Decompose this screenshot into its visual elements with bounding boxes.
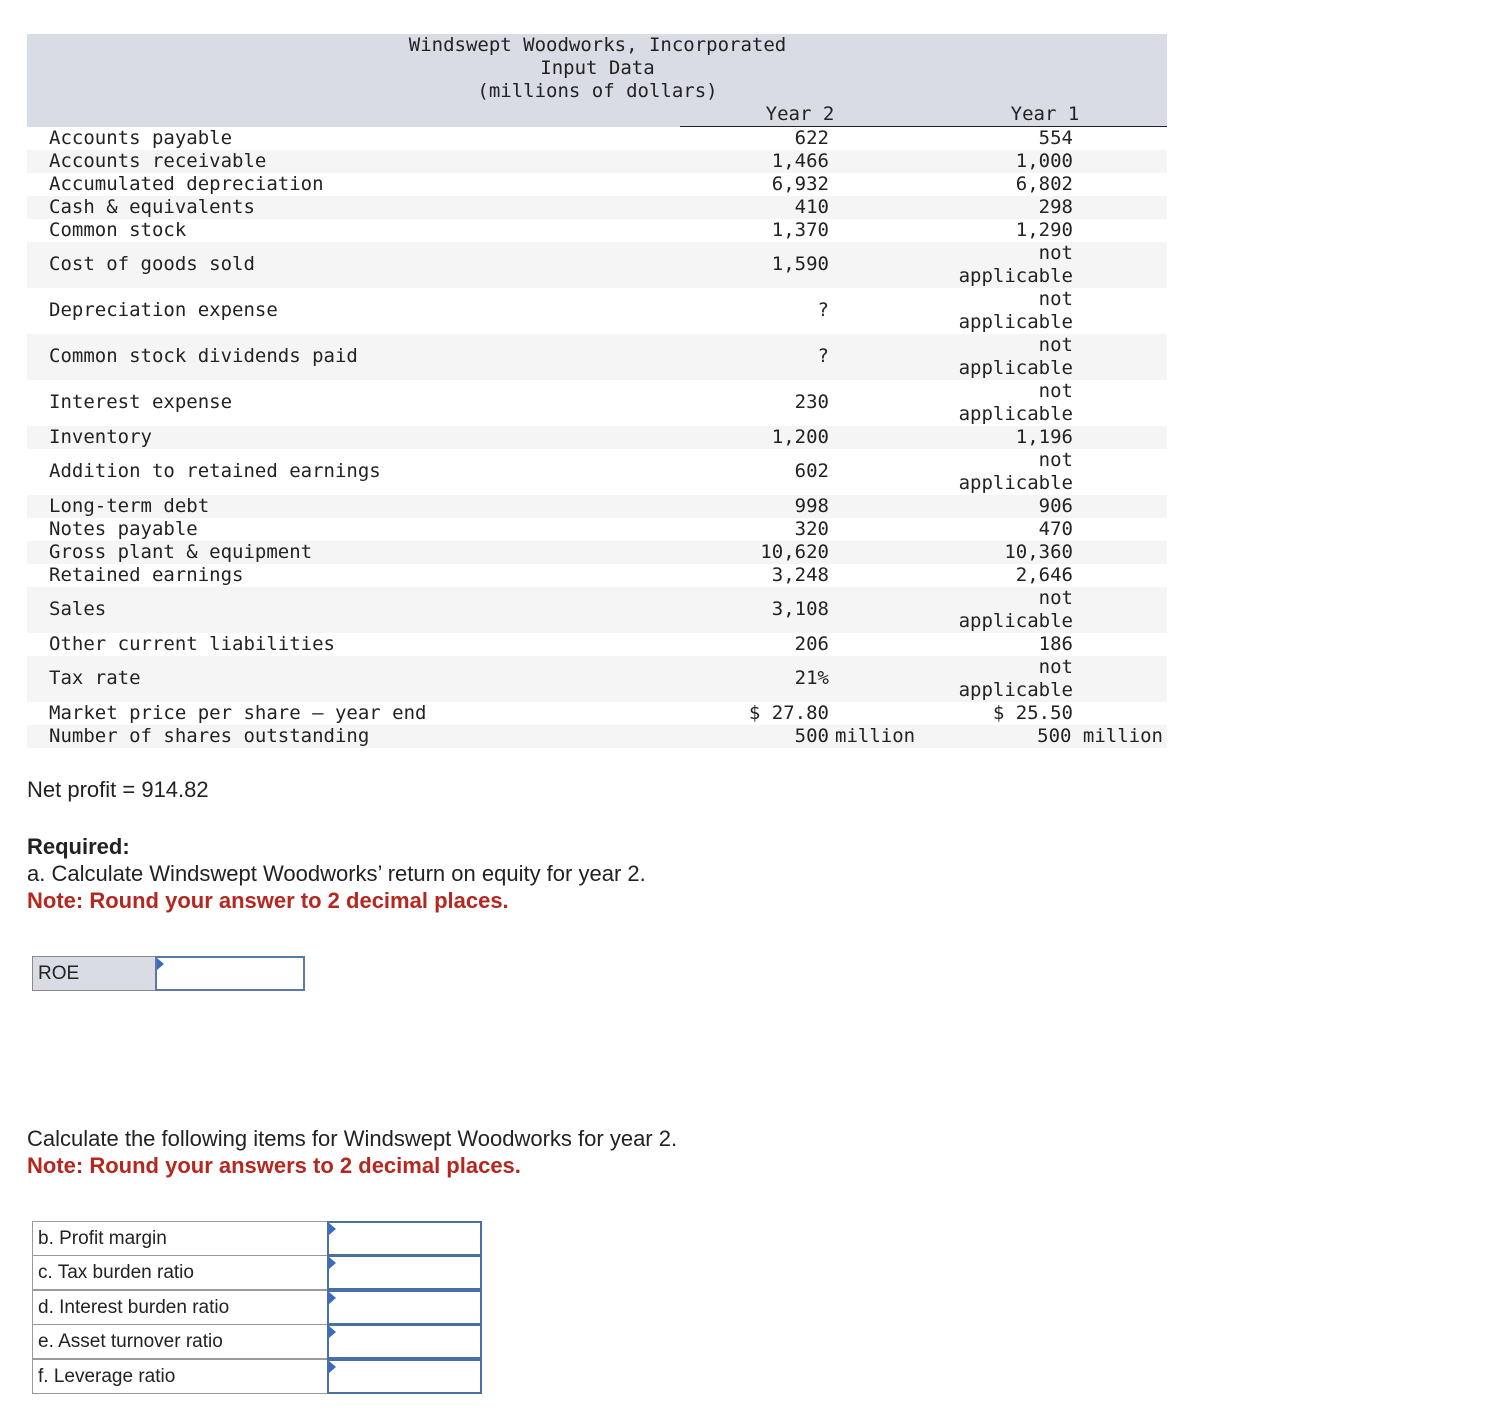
table-row [27, 127, 1167, 150]
year-1-value: 1,000 [1015, 150, 1073, 172]
row-label: Long-term debt [49, 495, 210, 517]
table-row [27, 242, 1167, 288]
table-row [27, 541, 1167, 564]
required-heading: Required: [27, 834, 130, 859]
year-2-value: 1,466 [771, 150, 829, 172]
asset-turnover-label: e. Asset turnover ratio [32, 1324, 328, 1359]
row-label: Sales [49, 598, 107, 620]
year-2-value: 500 [794, 725, 829, 747]
year-1-value: not applicable [958, 656, 1073, 701]
table-row [27, 633, 1167, 656]
row-label: Cost of goods sold [49, 253, 255, 275]
row-label: Tax rate [49, 667, 141, 689]
row-label: Depreciation expense [49, 299, 278, 321]
table-row [27, 564, 1167, 587]
year-2-value: 206 [794, 633, 829, 655]
question-a: a. Calculate Windswept Woodworks’ return on equity for year 2. [27, 861, 646, 886]
table-row [27, 334, 1167, 380]
year-2-value: 622 [794, 127, 829, 149]
column-header-year-2: Year 2 [765, 103, 835, 125]
year-2-value: 410 [794, 196, 829, 218]
interest-burden-input[interactable] [329, 1292, 480, 1323]
leverage-ratio-label: f. Leverage ratio [32, 1359, 328, 1394]
profit-margin-cell[interactable] [327, 1221, 482, 1256]
year-2-value: 320 [794, 518, 829, 540]
row-label: Addition to retained earnings [49, 460, 381, 482]
row-label: Retained earnings [49, 564, 244, 586]
year-1-value: not applicable [958, 242, 1073, 287]
year-1-value: 6,802 [1015, 173, 1073, 195]
row-label: Notes payable [49, 518, 198, 540]
tax-burden-cell[interactable] [327, 1255, 482, 1290]
profit-margin-label: b. Profit margin [32, 1221, 328, 1256]
year-2-value: 602 [794, 460, 829, 482]
year-2-value: 1,200 [771, 426, 829, 448]
table-row [27, 725, 1167, 748]
leverage-ratio-input[interactable] [329, 1361, 480, 1392]
year-1-value: 470 [1038, 518, 1073, 540]
row-label: Market price per share – year end [49, 702, 427, 724]
table-row [27, 150, 1167, 173]
table-row [27, 656, 1167, 702]
column-header-year-1: Year 1 [1010, 103, 1080, 125]
year-2-value: 1,370 [771, 219, 829, 241]
table-units: (millions of dollars) [477, 80, 718, 102]
row-label: Other current liabilities [49, 633, 335, 655]
table-row [27, 702, 1167, 725]
roe-label: ROE [32, 956, 156, 991]
table-row [27, 380, 1167, 426]
year-1-value: not applicable [958, 449, 1073, 494]
cell-marker-icon [329, 1361, 336, 1373]
year-1-value: 1,196 [1015, 426, 1073, 448]
part-b-note: Note: Round your answers to 2 decimal places. [27, 1153, 521, 1178]
row-label: Common stock [49, 219, 187, 241]
year-1-value: not applicable [958, 587, 1073, 632]
cell-marker-icon [329, 1326, 336, 1338]
row-label: Interest expense [49, 391, 233, 413]
year-2-unit: million [835, 725, 916, 747]
cell-marker-icon [329, 1223, 336, 1235]
year-2-value: 6,932 [771, 173, 829, 195]
table-row [27, 219, 1167, 242]
year-2-value: 1,590 [771, 253, 829, 275]
input-data-table [27, 127, 1167, 748]
year-1-value: 906 [1038, 495, 1073, 517]
table-title [300, 34, 895, 103]
row-label: Accounts payable [49, 127, 233, 149]
year-2-value: ? [817, 299, 829, 321]
year-2-value: 21% [794, 667, 829, 689]
year-1-value: not applicable [958, 380, 1073, 425]
year-1-value: 10,360 [1004, 541, 1073, 563]
table-row [27, 495, 1167, 518]
note-a: Note: Round your answer to 2 decimal places. [27, 888, 509, 913]
table-row [27, 173, 1167, 196]
row-label: Cash & equivalents [49, 196, 255, 218]
year-2-value: $ 27.80 [748, 702, 829, 724]
table-row [27, 449, 1167, 495]
table-row [27, 587, 1167, 633]
row-label: Common stock dividends paid [49, 345, 358, 367]
cell-marker-icon [329, 1257, 336, 1269]
year-1-value: 500 million [1037, 725, 1163, 747]
year-1-value: 2,646 [1015, 564, 1073, 586]
year-1-value: not applicable [958, 288, 1073, 333]
cell-marker-icon [329, 1292, 336, 1304]
year-2-value: 3,248 [771, 564, 829, 586]
year-1-value: not applicable [958, 334, 1073, 379]
row-label: Gross plant & equipment [49, 541, 313, 563]
year-2-value: 10,620 [760, 541, 829, 563]
interest-burden-label: d. Interest burden ratio [32, 1290, 328, 1325]
tax-burden-label: c. Tax burden ratio [32, 1255, 328, 1290]
profit-margin-input[interactable] [329, 1223, 480, 1254]
interest-burden-cell[interactable] [327, 1290, 482, 1325]
year-1-value: 1,290 [1015, 219, 1073, 241]
year-1-value: 298 [1038, 196, 1073, 218]
table-subtitle: Input Data [540, 57, 655, 79]
roe-answer-cell[interactable] [155, 956, 305, 991]
row-label: Number of shares outstanding [49, 725, 370, 747]
table-row [27, 518, 1167, 541]
table-row [27, 288, 1167, 334]
year-2-value: ? [817, 345, 829, 367]
leverage-ratio-cell[interactable] [327, 1359, 482, 1394]
row-label: Accounts receivable [49, 150, 267, 172]
year-1-value: 554 [1038, 127, 1073, 149]
company-name: Windswept Woodworks, Incorporated [408, 34, 787, 56]
cell-marker-icon [157, 958, 164, 970]
year-2-value: 230 [794, 391, 829, 413]
year-2-value: 998 [794, 495, 829, 517]
year-2-value: 3,108 [771, 598, 829, 620]
roe-input[interactable] [157, 958, 303, 989]
tax-burden-input[interactable] [329, 1257, 480, 1288]
asset-turnover-input[interactable] [329, 1326, 480, 1357]
table-row [27, 196, 1167, 219]
table-row [27, 426, 1167, 449]
asset-turnover-cell[interactable] [327, 1324, 482, 1359]
net-profit-text: Net profit = 914.82 [27, 777, 209, 802]
year-1-value: $ 25.50 [992, 702, 1073, 724]
part-b-intro: Calculate the following items for Windswept Woodworks for year 2. [27, 1126, 678, 1151]
row-label: Inventory [49, 426, 152, 448]
year-1-value: 186 [1038, 633, 1073, 655]
row-label: Accumulated depreciation [49, 173, 324, 195]
